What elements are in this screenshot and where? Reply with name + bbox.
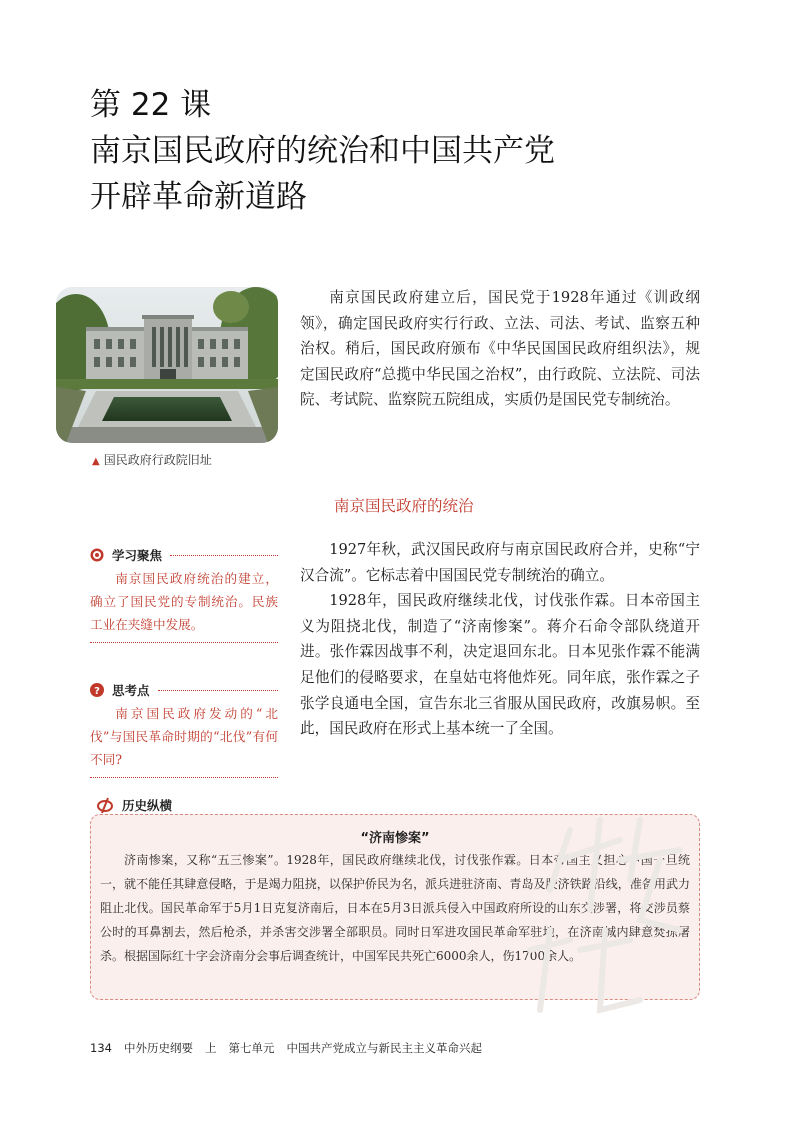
- think-point-text: 南京国民政府发动的“北伐”与国民革命时期的“北伐”有何不同?: [90, 702, 278, 778]
- history-box-tab: [96, 796, 178, 814]
- history-box-title: “济南惨案”: [360, 831, 430, 846]
- think-point-label: 思考点: [112, 683, 150, 698]
- history-box-label: 历史纵横: [122, 798, 173, 813]
- section-body: [300, 537, 700, 742]
- body-paragraph: 1928年，国民政府继续北伐，讨伐张作霖。日本帝国主义为阻挠北伐，制造了“济南惨案”。蒋介石命令部队绕道开进。张作霖因战事不利，决定退回东北。日本见张作霖不能满足他们的侵略要求，在皇姑屯将他炸死。同年底，张作霖之子张学良通电全国，宣告东北三省服从国民政府，改旗易帜。至此，国民政府在形式上基本统一了全国。: [300, 592, 700, 738]
- study-focus-label: 学习聚焦: [112, 548, 163, 563]
- lesson-title-line2: 开辟革命新道路: [90, 179, 307, 215]
- history-box-text: 济南惨案，又称“五三惨案”。1928年，国民政府继续北伐，讨伐张作霖。日本帝国主义担心中国一旦统一，就不能任其肆意侵略，于是竭力阻挠，以保护侨民为名，派兵进驻济南、青岛及胶济铁路沿线，准备用武力阻止北伐。国民革命军于5月1日克复济南后，日本在5月3日派兵侵入中国政府所设的山东交涉署，将交涉员蔡公时的耳鼻割去，然后枪杀，并杀害交涉署全部职员。同时日军进攻国民革命军驻地，在济南城内肆意焚掠屠杀。根据国际红十字会济南分会事后调查统计，中国军民共死亡6000余人，伤1700余人。: [100, 853, 690, 963]
- volume: 上: [204, 1041, 217, 1055]
- unit-title: 中国共产党成立与新民主主义革命兴起: [286, 1041, 482, 1055]
- dotted-divider: [158, 690, 278, 691]
- page-footer: [90, 1040, 494, 1056]
- lesson-title-line1: 南京国民政府的统治和中国共产党: [90, 133, 555, 169]
- body-paragraph: 1927年秋，武汉国民政府与南京国民政府合并，史称“宁汉合流”。它标志着中国国民党专制统治的确立。: [300, 541, 700, 584]
- lesson-number: 第 22 课: [90, 87, 212, 123]
- phi-icon: [96, 796, 114, 814]
- unit: 第七单元: [228, 1041, 275, 1055]
- section-heading: 南京国民政府的统治: [334, 497, 474, 515]
- page-number: 134: [90, 1041, 112, 1055]
- study-focus-box: [90, 546, 278, 643]
- book-title: 中外历史纲要: [123, 1041, 193, 1055]
- study-focus-text: 南京国民政府统治的建立，确立了国民党的专制统治。民族工业在夹缝中发展。: [90, 567, 278, 643]
- svg-text:?: ?: [94, 686, 100, 697]
- target-icon: [90, 548, 104, 562]
- question-icon: [90, 683, 104, 697]
- intro-paragraph: 南京国民政府建立后，国民党于1928年通过《训政纲领》，确定国民政府实行行政、立法、司法、考试、监察五种治权。稍后，国民政府颁布《中华民国国民政府组织法》，规定国民政府“总揽中华民国之治权”，由行政院、立法院、司法院、考试院、监察院五院组成，实质仍是国民党专制统治。: [300, 289, 700, 409]
- think-point-box: [90, 681, 278, 778]
- executive-yuan-photo: [56, 287, 278, 443]
- triangle-up-icon: ▲: [92, 456, 100, 467]
- photo-caption: ▲ 国民政府行政院旧址: [92, 453, 212, 467]
- dotted-divider: [170, 555, 278, 556]
- lesson-title: [90, 82, 555, 220]
